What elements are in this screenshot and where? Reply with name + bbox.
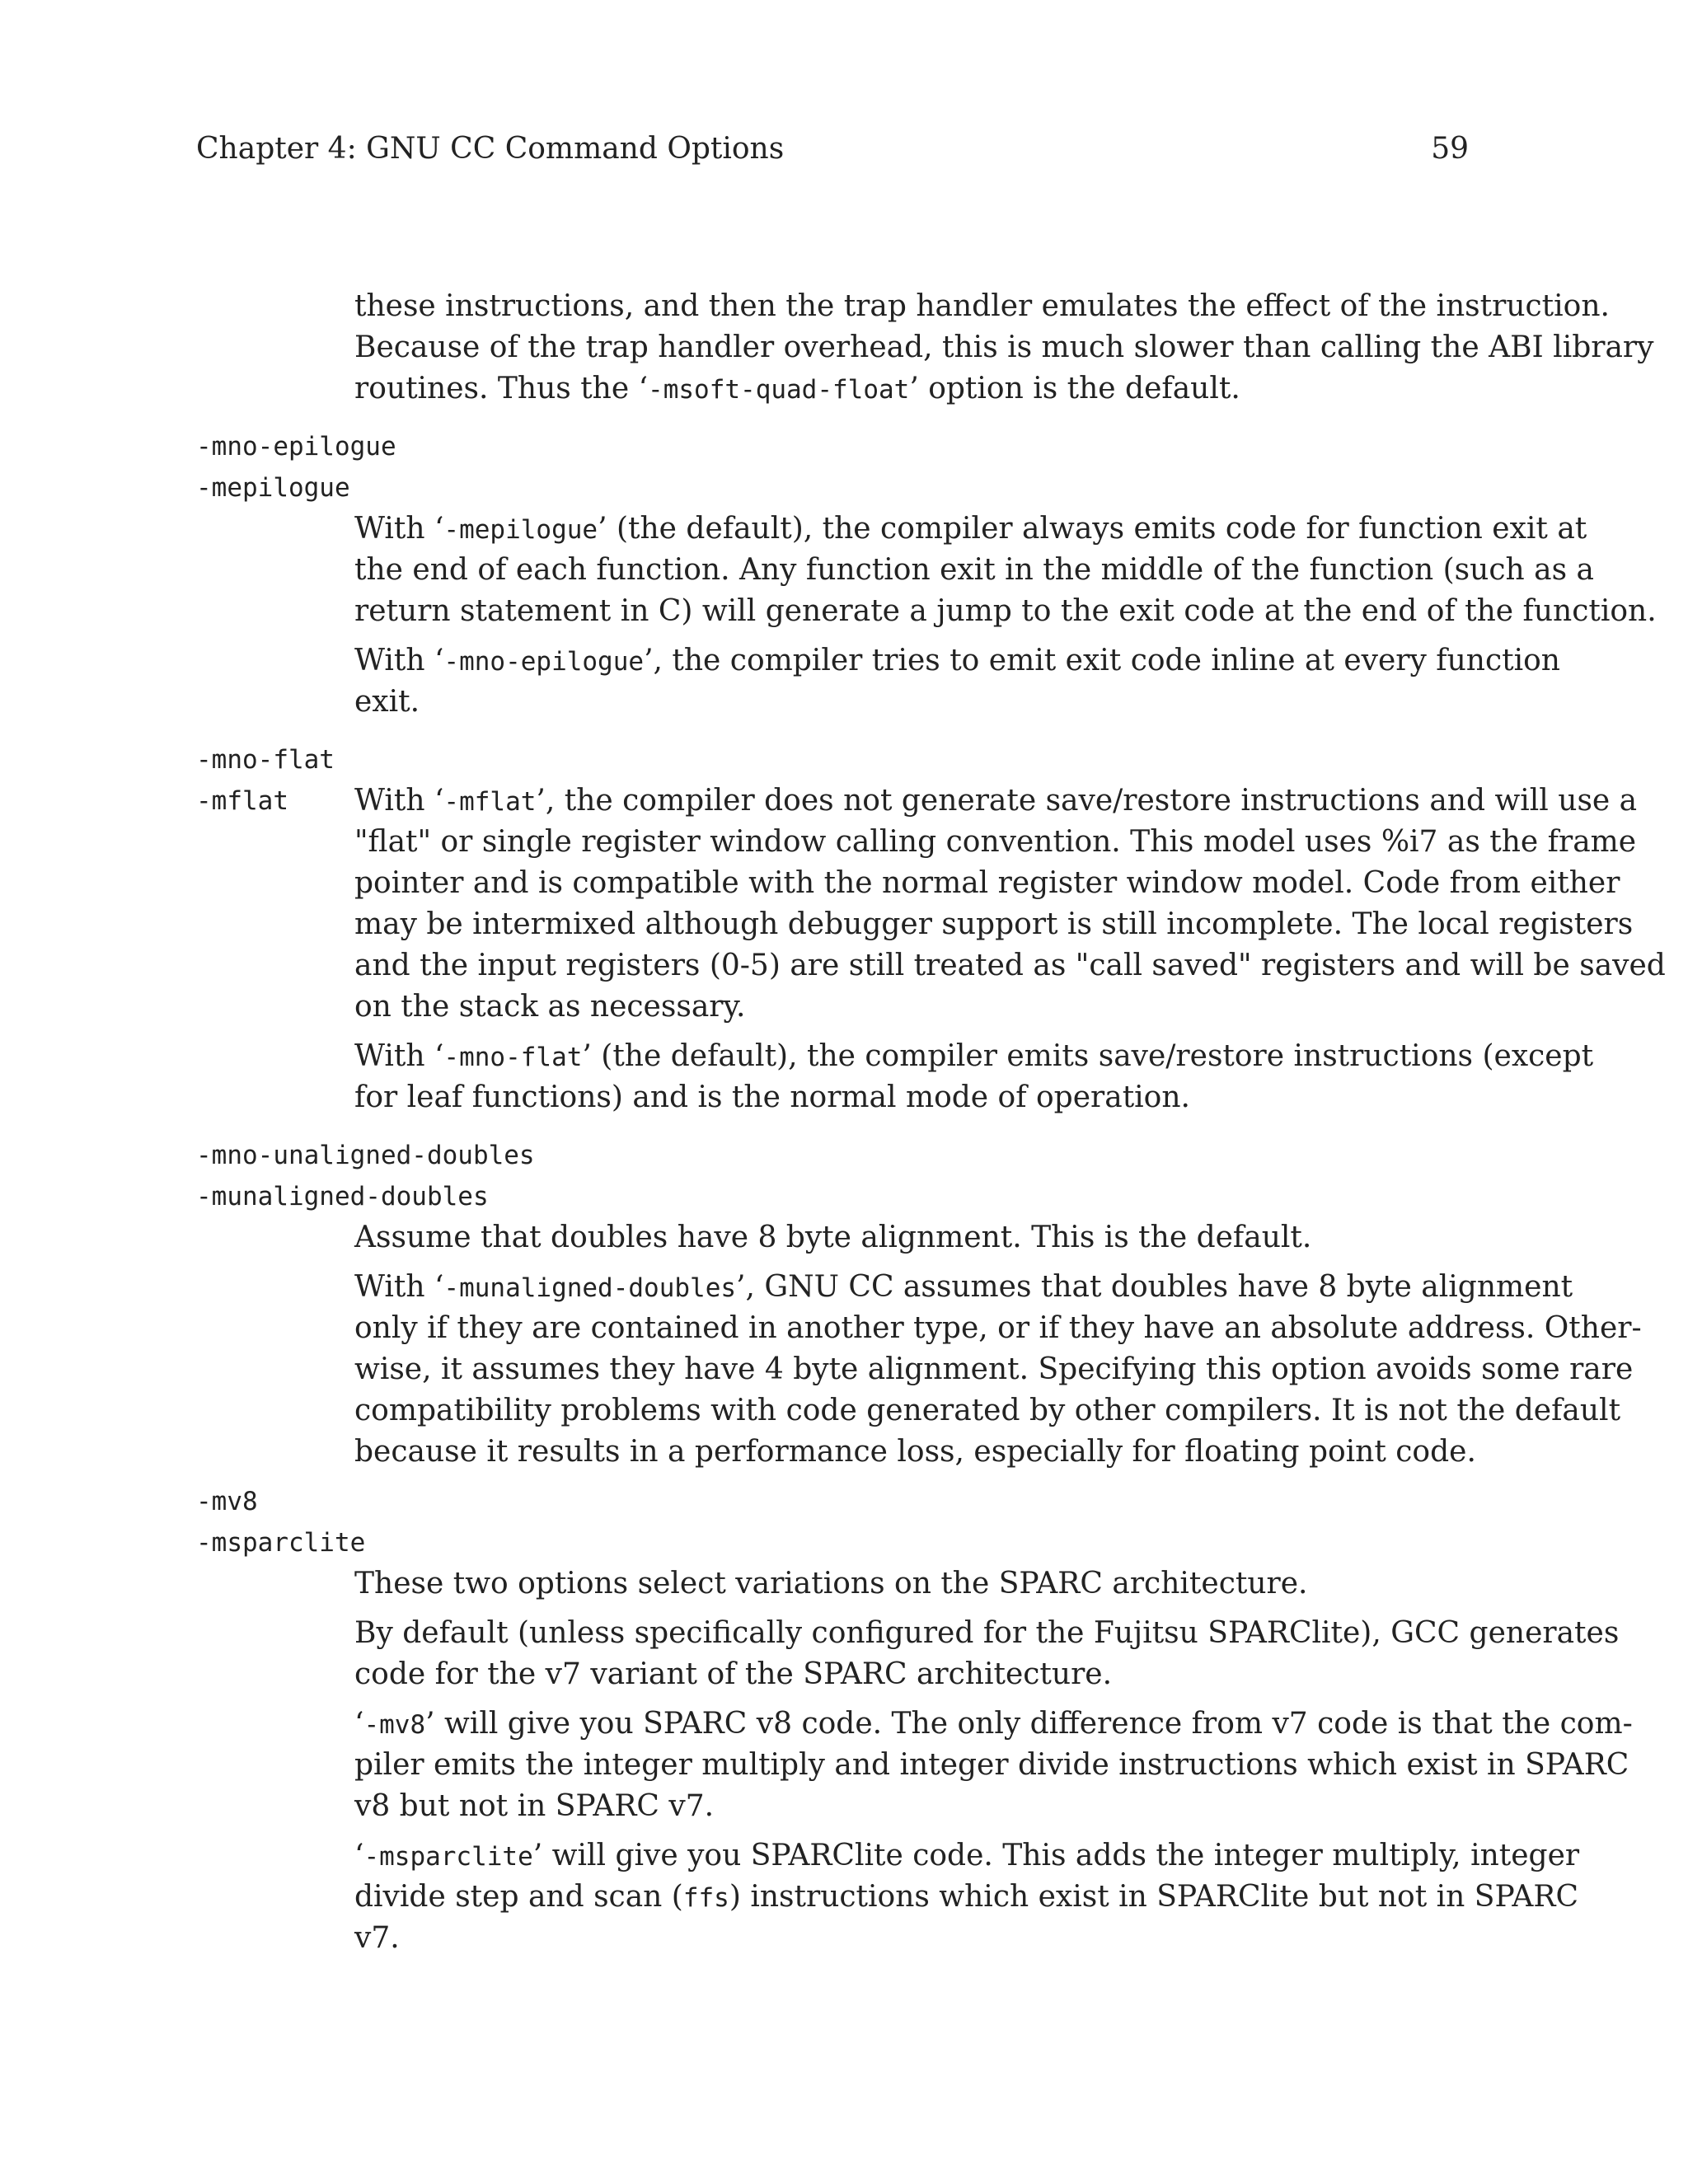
text-line: only if they are contained in another type, or if they have an absolute address. Other- [354,1311,1642,1345]
instruction-code: ffs [682,1883,729,1913]
option-code: -mno-epilogue [443,647,645,677]
option-term-mno-epilogue: -mno-epilogue [196,432,396,462]
text-line: pointer and is compatible with the normal register window model. Code from either [354,866,1620,900]
no-epilogue-description [354,640,1560,723]
epilogue-description [354,509,1657,632]
text-line: With ‘-munaligned-doubles’, GNU CC assumes that doubles have 8 byte alignment [354,1270,1573,1304]
text-line: With ‘-mflat’, the compiler does not generate save/restore instructions and will use a [354,784,1638,818]
text-line: With ‘-mno-epilogue’, the compiler tries to emit exit code inline at every function [354,644,1560,677]
sparc-default-description [354,1613,1620,1695]
text-line: wise, it assumes they have 4 byte alignment. Specifying this option avoids some rare [354,1352,1634,1386]
text-line: compatibility problems with code generated by other compilers. It is not the default [354,1394,1621,1427]
text-line: piler emits the integer multiply and integer divide instructions which exist in SPARC [354,1748,1629,1782]
option-term-mno-unaligned-doubles: -mno-unaligned-doubles [196,1141,535,1170]
option-term-mv8: -mv8 [196,1487,258,1516]
text-line: v7. [354,1921,400,1955]
option-code: -mepilogue [443,515,598,545]
running-header-chapter: Chapter 4: GNU CC Command Options [196,132,785,166]
text-line: routines. Thus the ‘-msoft-quad-float’ option is the default. [354,372,1240,405]
text-line: divide step and scan (ffs) instructions which exist in SPARClite but not in SPARC [354,1880,1579,1914]
sparc-variations-description [354,1563,1469,1605]
text-line: these instructions, and then the trap handler emulates the effect of the instruction. [354,289,1610,323]
option-term-msparclite: -msparclite [196,1528,366,1558]
text-line: With ‘-mno-flat’ (the default), the compiler emits save/restore instructions (except [354,1039,1594,1073]
aligned-doubles-description [354,1217,1469,1258]
option-code: -mno-flat [443,1043,583,1072]
text-line: may be intermixed although debugger support is still incomplete. The local registers [354,907,1634,941]
option-code: -munaligned-doubles [443,1273,737,1303]
text-line: exit. [354,685,420,719]
text-line: ‘-mv8’ will give you SPARC v8 code. The only difference from v7 code is that the com- [354,1707,1633,1741]
flat-description [354,780,1666,1028]
option-term-munaligned-doubles: -munaligned-doubles [196,1182,489,1212]
mv8-description [354,1704,1633,1827]
text-line: Because of the trap handler overhead, this is much slower than calling the ABI library [354,330,1654,364]
option-code: -mflat [443,787,537,817]
text-line: code for the v7 variant of the SPARC architecture. [354,1657,1113,1691]
unaligned-doubles-description [354,1267,1642,1473]
text-line: These two options select variations on the SPARC architecture. [354,1567,1308,1601]
text-line: v8 but not in SPARC v7. [354,1789,715,1823]
page-number: 59 [1431,132,1469,166]
text-line: because it results in a performance loss, especially for floating point code. [354,1435,1476,1469]
text-line: and the input registers (0-5) are still treated as "call saved" registers and will be saved [354,949,1666,982]
text-line: ‘-msparclite’ will give you SPARClite code. This adds the integer multiply, integer [354,1839,1580,1872]
text-line: With ‘-mepilogue’ (the default), the compiler always emits code for function exit at [354,512,1587,546]
no-flat-description [354,1036,1594,1118]
option-code: -msoft-quad-float [648,375,910,405]
text-line: on the stack as necessary. [354,990,746,1024]
text-line: By default (unless specifically configured for the Fujitsu SPARClite), GCC generates [354,1616,1620,1650]
option-term-mepilogue: -mepilogue [196,473,350,503]
option-code: -mv8 [363,1710,426,1740]
text-line: "flat" or single register window calling convention. This model uses %i7 as the frame [354,825,1637,859]
msparclite-description [354,1835,1580,1959]
text-line: the end of each function. Any function exit in the middle of the function (such as a [354,553,1594,587]
text-line: for leaf functions) and is the normal mode of operation. [354,1080,1190,1114]
text-line: return statement in C) will generate a jump to the exit code at the end of the function. [354,594,1657,628]
text-line: Assume that doubles have 8 byte alignment. This is the default. [354,1221,1312,1254]
option-term-mno-flat: -mno-flat [196,745,335,775]
continuation-paragraph [354,286,1654,410]
option-term-mflat: -mflat [196,786,288,816]
option-code: -msparclite [363,1842,533,1872]
